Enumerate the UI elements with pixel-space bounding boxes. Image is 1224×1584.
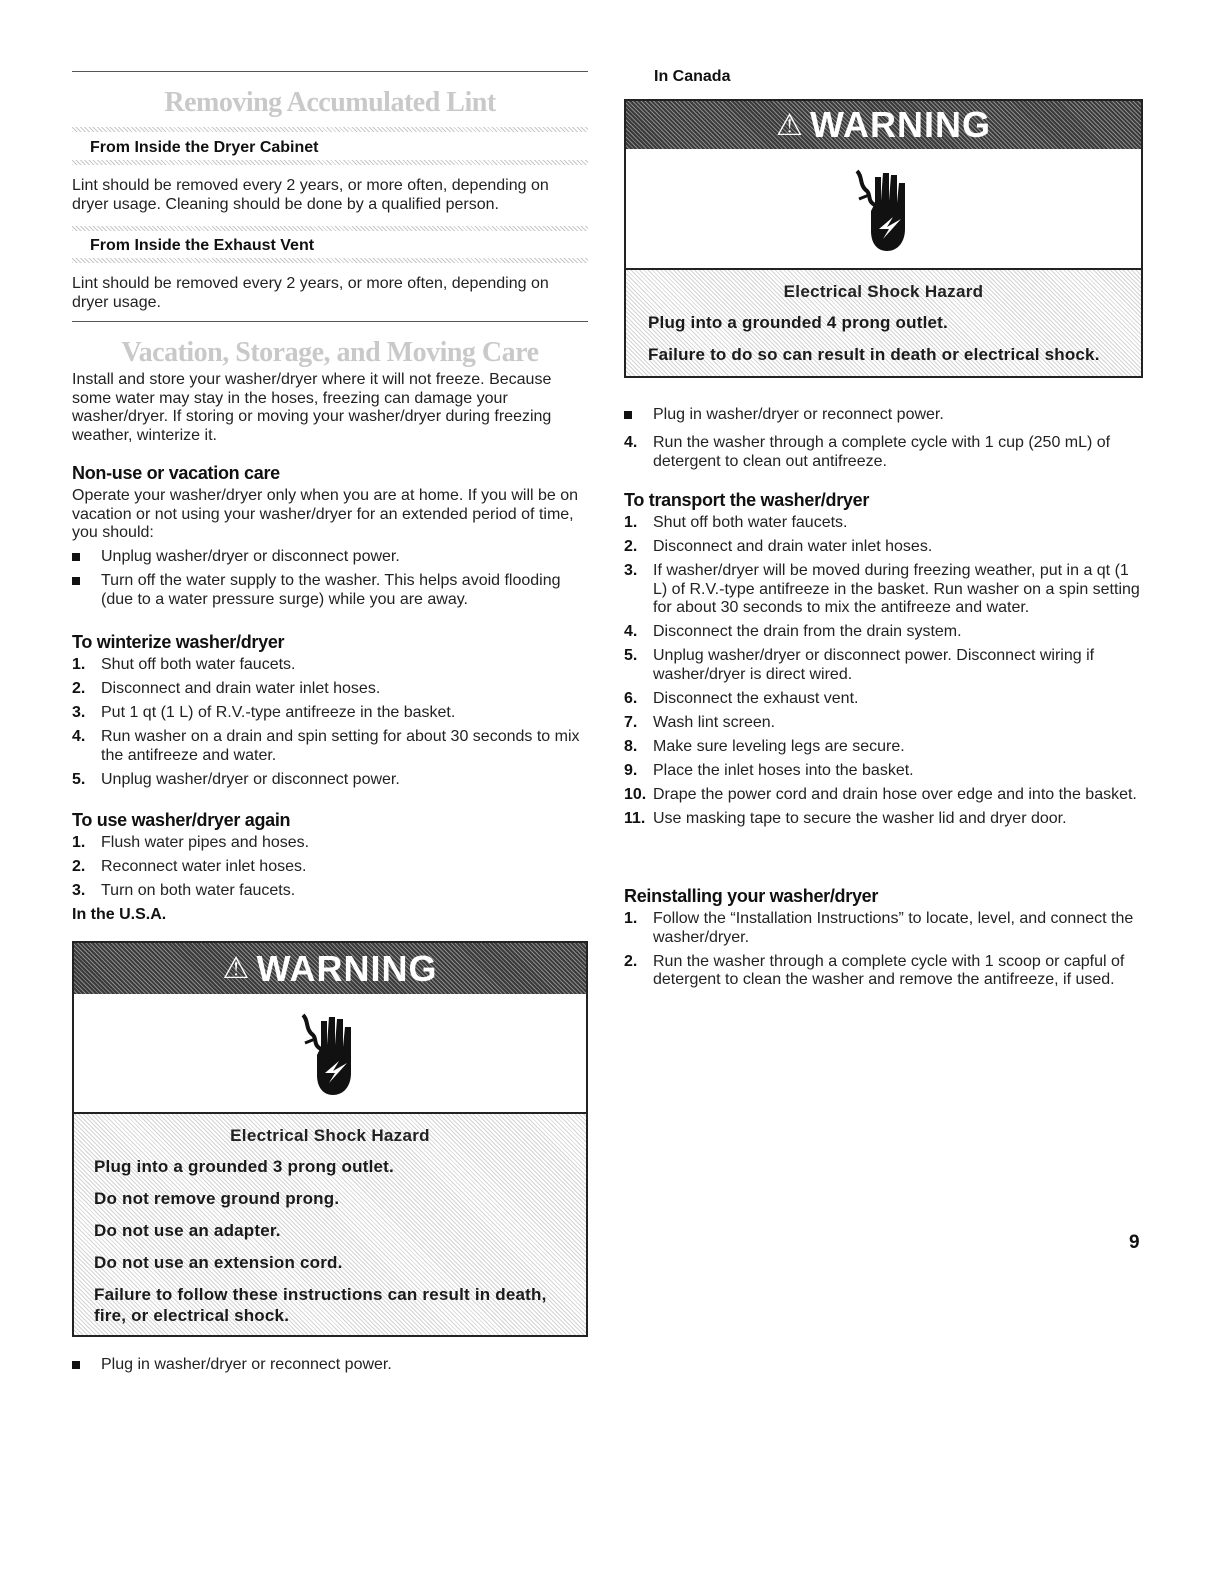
warning-line: Do not remove ground prong. <box>94 1189 340 1208</box>
hazard-title: Electrical Shock Hazard <box>230 1126 430 1145</box>
list-item: 4. Run washer on a drain and spin setting for about 30 seconds to mix the antifreeze and water. <box>72 728 580 764</box>
warning-triangle-icon: ⚠ <box>222 952 251 985</box>
list-item: 3. Put 1 qt (1 L) of R.V.-type antifreeze in the basket. <box>72 704 456 721</box>
list-item: 7. Wash lint screen. <box>624 713 776 731</box>
usa-after-list <box>72 1356 588 1380</box>
list-item: 1. Shut off both water faucets. <box>72 656 296 673</box>
warning-line: Plug into a grounded 4 prong outlet. <box>648 313 948 332</box>
winterize-steps <box>72 656 588 795</box>
divider <box>72 127 588 132</box>
warning-body <box>626 270 1141 382</box>
canada-after-list <box>624 406 1144 430</box>
page-number: 9 <box>1129 1232 1140 1253</box>
section-rule <box>72 321 588 322</box>
list-item: 2. Disconnect and drain water inlet hoses. <box>624 538 933 555</box>
transport-heading: To transport the washer/dryer <box>624 490 870 510</box>
list-item: 4. Run the washer through a complete cycle with 1 cup (250 mL) of detergent to clean out antifreeze. <box>624 434 1111 470</box>
usa-label: In the U.S.A. <box>72 906 167 923</box>
warning-line: Do not use an adapter. <box>94 1221 281 1240</box>
vacation-intro: Install and store your washer/dryer where it will not freeze. Because some water may stay in the hoses, freezing can damage your washer/dryer. If storing or moving your washer/dryer during freezing weather, winterize it. <box>72 371 552 444</box>
vacation-section-title: Vacation, Storage, and Moving Care <box>121 337 539 368</box>
warning-line: Failure to follow these instructions can result in death, fire, or electrical shock. <box>94 1285 547 1325</box>
list-item: Turn off the water supply to the washer. This helps avoid flooding (due to a water pressure surge) while you are away. <box>72 572 588 609</box>
divider <box>72 258 588 263</box>
list-item: 1. Flush water pipes and hoses. <box>72 834 310 851</box>
list-item: 6. Disconnect the exhaust vent. <box>624 689 859 707</box>
vent-subhead: From Inside the Exhaust Vent <box>90 237 315 254</box>
list-item: 10. Drape the power cord and drain hose over edge and into the basket. <box>624 785 1137 803</box>
electric-shock-hand-icon <box>849 159 919 259</box>
list-item: 1. Follow the “Installation Instructions” to locate, level, and connect the washer/dryer. <box>624 910 1134 946</box>
list-item: 8. Make sure leveling legs are secure. <box>624 737 905 755</box>
warning-body <box>74 1114 586 1345</box>
winterize-heading: To winterize washer/dryer <box>72 632 285 652</box>
list-item: 2. Reconnect water inlet hoses. <box>72 858 307 875</box>
list-item: 5. Unplug washer/dryer or disconnect power. <box>72 770 400 788</box>
nonuse-list <box>72 548 588 615</box>
reinstall-steps <box>624 910 1144 995</box>
warning-line: Failure to do so can result in death or electrical shock. <box>648 345 1100 364</box>
cabinet-subhead: From Inside the Dryer Cabinet <box>90 139 319 156</box>
list-item: Plug in washer/dryer or reconnect power. <box>624 406 1144 425</box>
nonuse-text: Operate your washer/dryer only when you are at home. If you will be on vacation or not using your washer/dryer for an extended period of time, you should: <box>72 487 579 541</box>
electric-shock-hand-icon <box>295 1003 365 1103</box>
shock-icon-area <box>626 149 1141 270</box>
canada-after-steps <box>624 434 1144 477</box>
canada-label: In Canada <box>654 68 731 85</box>
top-rule <box>72 71 588 72</box>
nonuse-heading: Non-use or vacation care <box>72 463 280 483</box>
use-again-heading: To use washer/dryer again <box>72 810 291 830</box>
list-item: 5. Unplug washer/dryer or disconnect power. Disconnect wiring if washer/dryer is direct wired. <box>624 647 1095 683</box>
list-item: 2. Run the washer through a complete cycle with 1 scoop or capful of detergent to clean the washer and remove the antifreeze, if used. <box>624 952 1125 988</box>
shock-icon-area <box>74 994 586 1114</box>
hazard-title: Electrical Shock Hazard <box>783 282 984 301</box>
list-item: 9. Place the inlet hoses into the basket. <box>624 761 914 779</box>
divider <box>72 160 588 165</box>
list-item: 2. Disconnect and drain water inlet hoses. <box>72 680 381 697</box>
list-item: 11. Use masking tape to secure the washer lid and dryer door. <box>624 809 1067 827</box>
warning-box-canada <box>624 99 1143 378</box>
transport-steps <box>624 514 1144 834</box>
warning-line: Do not use an extension cord. <box>94 1253 343 1272</box>
warning-triangle-icon: ⚠ <box>776 108 804 142</box>
list-item: 3. If washer/dryer will be moved during freezing weather, put in a qt (1 L) of R.V.-type antifreeze in the basket. Run washer on a spin setting for about 30 seconds to mix the antifreeze and water. <box>624 562 1140 616</box>
reinstall-heading: Reinstalling your washer/dryer <box>624 886 879 906</box>
use-again-steps <box>72 834 588 906</box>
lint-section-title: Removing Accumulated Lint <box>164 87 496 118</box>
list-item: Plug in washer/dryer or reconnect power. <box>72 1356 588 1375</box>
list-item: 1. Shut off both water faucets. <box>624 514 848 531</box>
divider <box>72 226 588 231</box>
cabinet-text: Lint should be removed every 2 years, or more often, depending on dryer usage. Cleaning should be done by a qualified person. <box>72 177 549 213</box>
warning-header: ⚠ WARNING <box>74 943 586 994</box>
warning-box-usa <box>72 941 588 1337</box>
list-item: 3. Turn on both water faucets. <box>72 882 296 899</box>
vent-text: Lint should be removed every 2 years, or more often, depending on dryer usage. <box>72 275 549 311</box>
warning-header: ⚠ WARNING <box>626 101 1141 149</box>
warning-line: Plug into a grounded 3 prong outlet. <box>94 1157 394 1176</box>
list-item: 4. Disconnect the drain from the drain system. <box>624 623 962 640</box>
list-item: Unplug washer/dryer or disconnect power. <box>72 548 588 567</box>
